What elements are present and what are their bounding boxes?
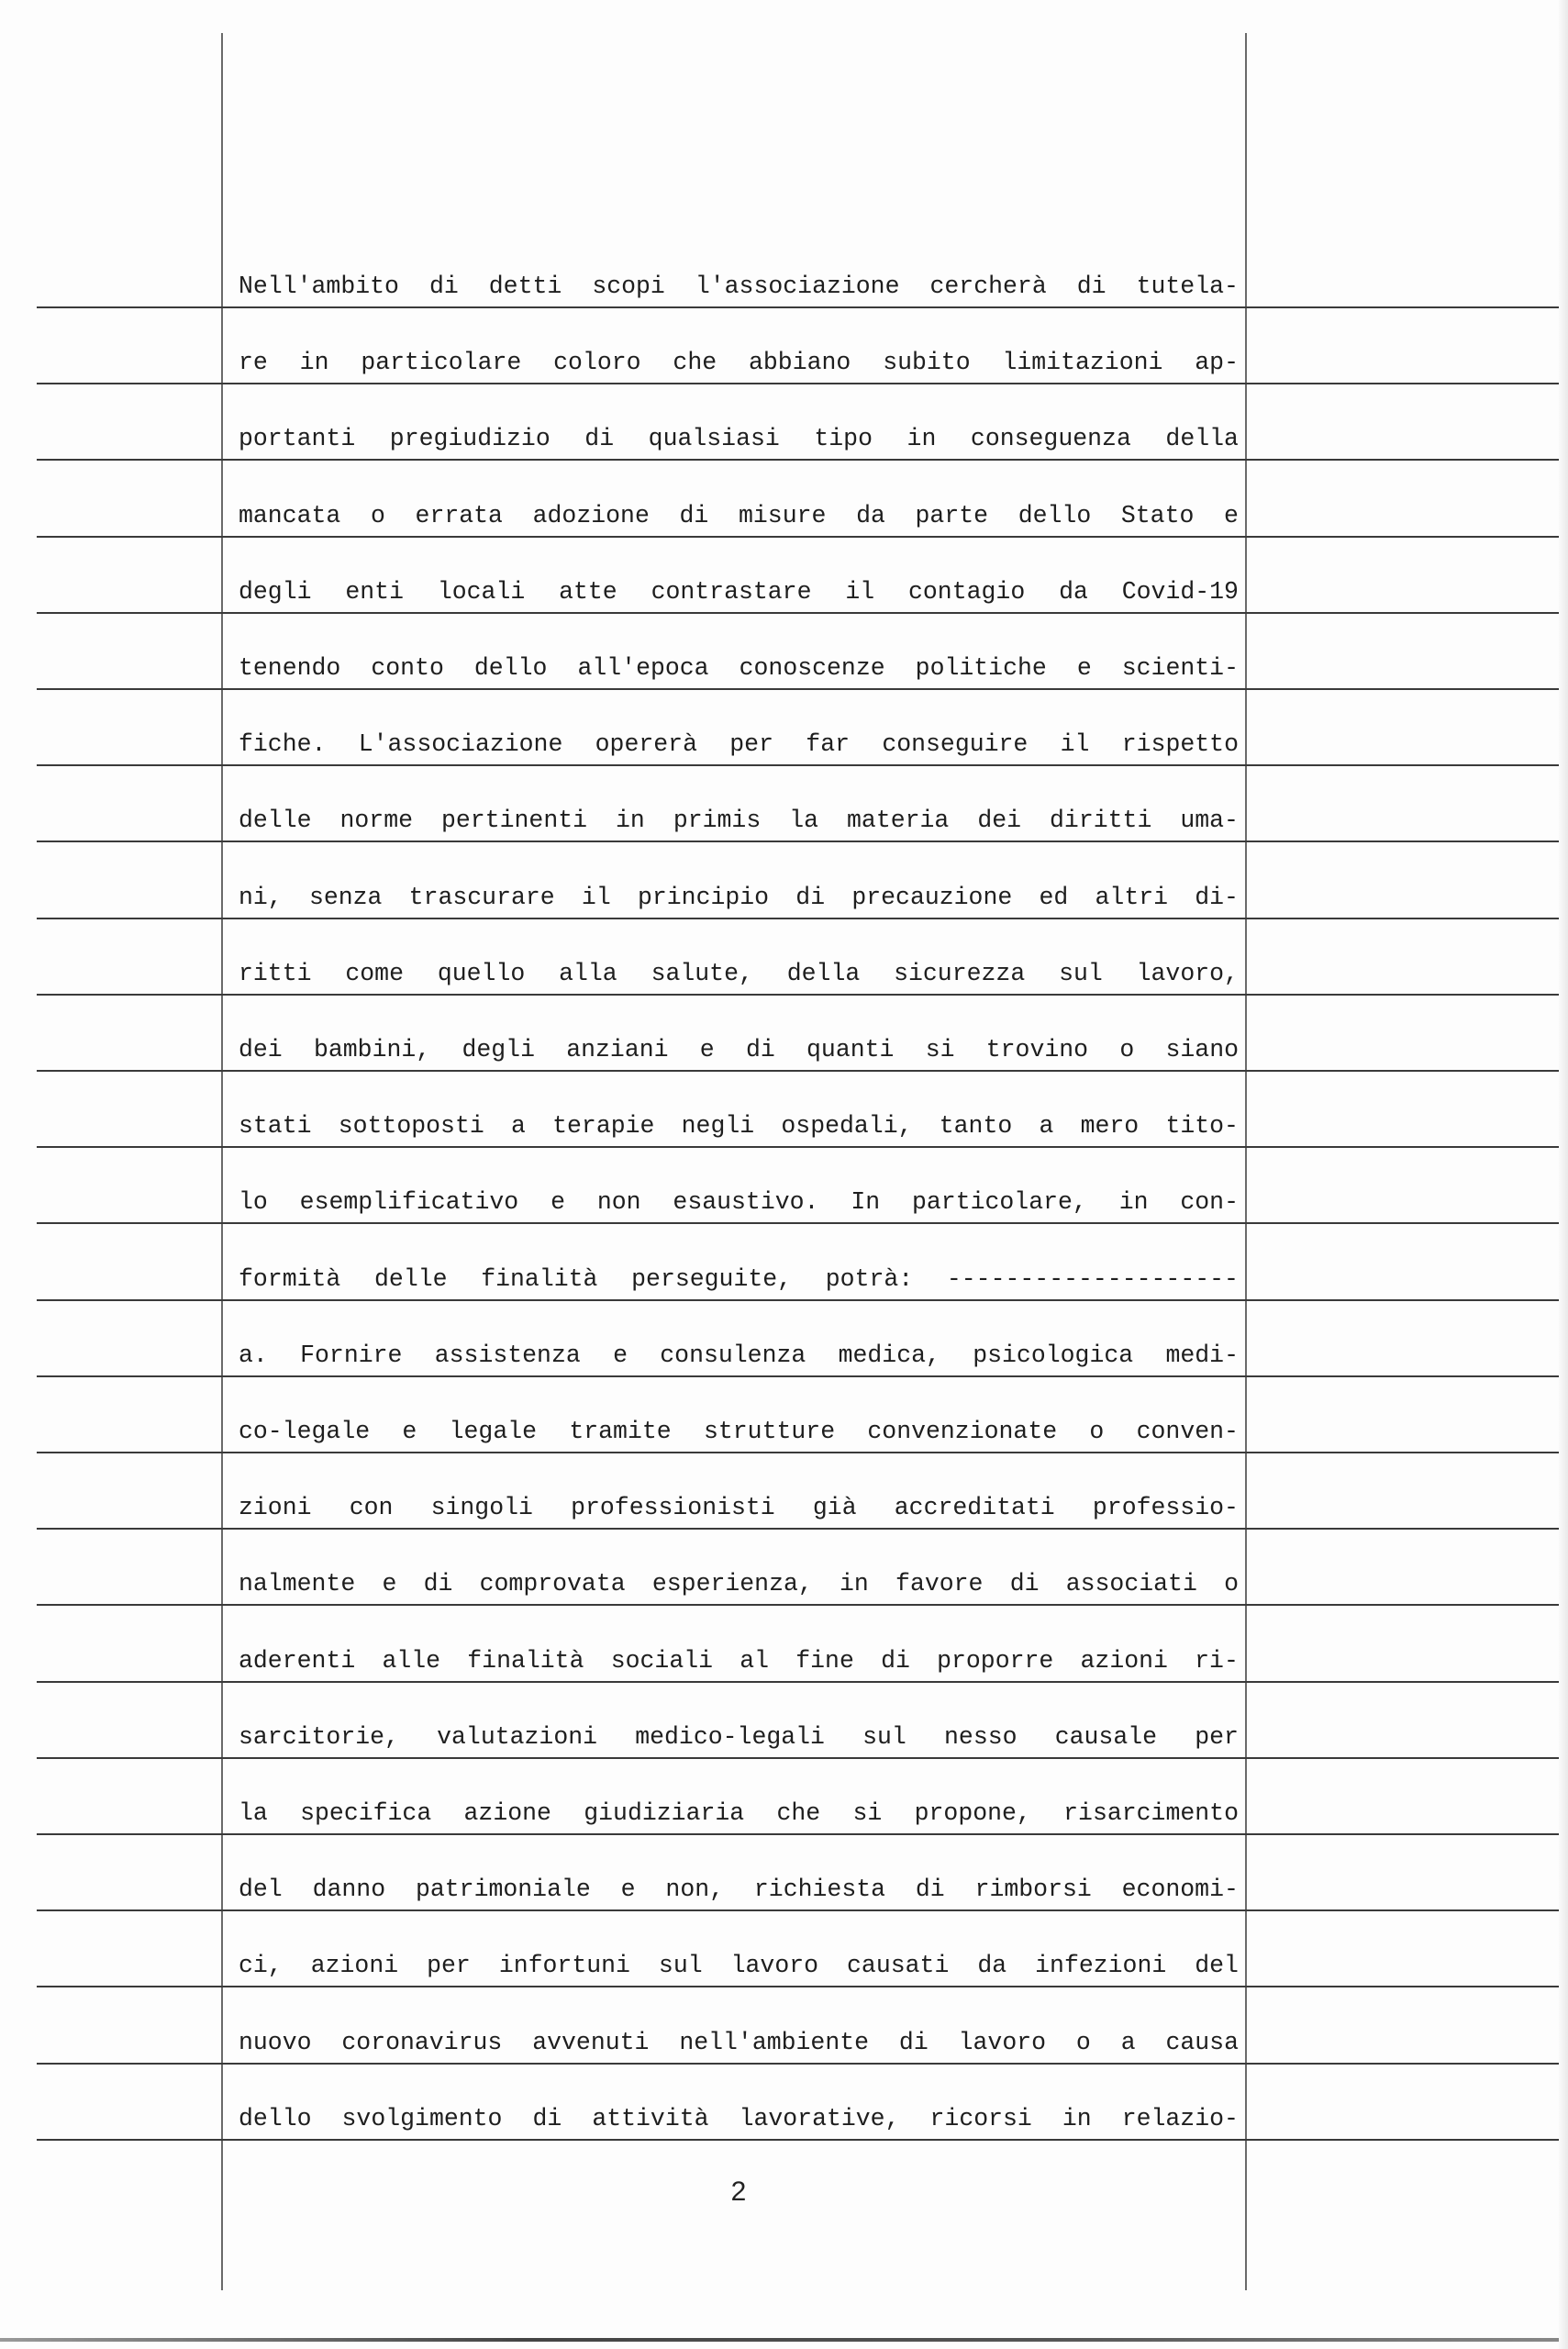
scan-right-edge [1559, 0, 1568, 2349]
ruled-line [37, 306, 1568, 308]
ruled-line [37, 2139, 1568, 2141]
text-line: formità delle finalità perseguite, potrà: -------------------- [239, 1265, 1239, 1293]
ruled-line [37, 1299, 1568, 1301]
ruled-line [37, 459, 1568, 461]
text-line: zioni con singoli professionisti già accreditati professio- [239, 1494, 1239, 1521]
ruled-line [37, 1146, 1568, 1148]
text-line: la specifica azione giudiziaria che si propone, risarcimento [239, 1799, 1239, 1827]
ruled-line [37, 1375, 1568, 1377]
ruled-line [37, 1986, 1568, 1987]
text-line: ci, azioni per infortuni sul lavoro causati da infezioni del [239, 1952, 1239, 1979]
text-line: aderenti alle finalità sociali al fine di proporre azioni ri- [239, 1647, 1239, 1675]
text-line: sarcitorie, valutazioni medico-legali sul nesso causale per [239, 1723, 1239, 1751]
right-margin-line [1245, 33, 1247, 2290]
ruled-line [37, 1070, 1568, 1072]
text-line: mancata o errata adozione di misure da parte dello Stato e [239, 502, 1239, 529]
text-line: nuovo coronavirus avvenuti nell'ambiente di lavoro o a causa [239, 2029, 1239, 2056]
ruled-line [37, 1452, 1568, 1453]
ruled-line [37, 1528, 1568, 1530]
ruled-line [37, 612, 1568, 614]
text-line: ritti come quello alla salute, della sicurezza sul lavoro, [239, 960, 1239, 987]
text-line: co-legale e legale tramite strutture convenzionate o conven- [239, 1418, 1239, 1445]
ruled-line [37, 1222, 1568, 1224]
ruled-line [37, 764, 1568, 766]
ruled-line [37, 1833, 1568, 1835]
text-line: tenendo conto dello all'epoca conoscenze politiche e scienti- [239, 654, 1239, 682]
scan-bottom-edge [0, 2338, 1568, 2342]
page-number: 2 [730, 2176, 747, 2207]
ruled-line [37, 2063, 1568, 2065]
text-line: a. Fornire assistenza e consulenza medica, psicologica medi- [239, 1341, 1239, 1369]
text-line: degli enti locali atte contrastare il contagio da Covid-19 [239, 578, 1239, 606]
text-line: ni, senza trascurare il principio di precauzione ed altri di- [239, 884, 1239, 911]
text-line: del danno patrimoniale e non, richiesta di rimborsi economi- [239, 1876, 1239, 1903]
text-line: delle norme pertinenti in primis la materia dei diritti uma- [239, 807, 1239, 834]
text-line: Nell'ambito di detti scopi l'associazione cercherà di tutela- [239, 273, 1239, 300]
ruled-line [37, 1681, 1568, 1683]
left-margin-line [221, 33, 223, 2290]
text-line: portanti pregiudizio di qualsiasi tipo in conseguenza della [239, 425, 1239, 452]
text-line: nalmente e di comprovata esperienza, in favore di associati o [239, 1570, 1239, 1598]
text-line: dello svolgimento di attività lavorative, ricorsi in relazio- [239, 2105, 1239, 2132]
ruled-line [37, 1757, 1568, 1759]
ruled-line [37, 1909, 1568, 1911]
text-line: lo esemplificativo e non esaustivo. In particolare, in con- [239, 1188, 1239, 1216]
ruled-line [37, 841, 1568, 842]
ruled-line [37, 1604, 1568, 1606]
text-line: re in particolare coloro che abbiano subito limitazioni ap- [239, 349, 1239, 376]
ruled-line [37, 994, 1568, 996]
ruled-line [37, 536, 1568, 538]
ruled-line [37, 688, 1568, 690]
text-line: stati sottoposti a terapie negli ospedali, tanto a mero tito- [239, 1112, 1239, 1140]
text-line: fiche. L'associazione opererà per far conseguire il rispetto [239, 730, 1239, 758]
ruled-line [37, 918, 1568, 919]
ruled-line [37, 383, 1568, 384]
text-line: dei bambini, degli anziani e di quanti si trovino o siano [239, 1036, 1239, 1063]
